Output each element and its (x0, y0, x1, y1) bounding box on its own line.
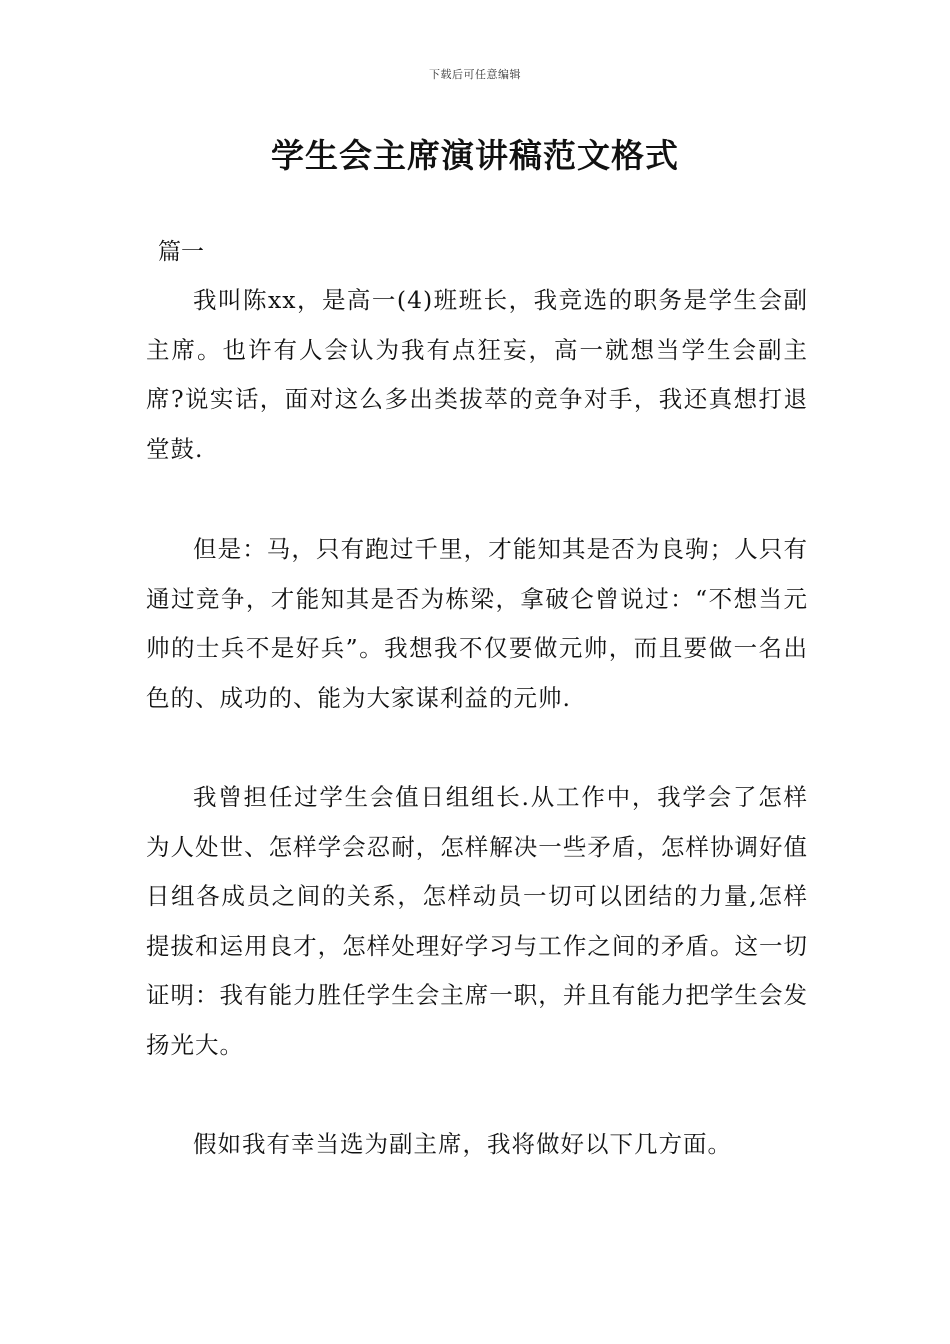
document-title: 学生会主席演讲稿范文格式 (271, 136, 679, 175)
body-paragraph: 但是：马，只有跑过千里，才能知其是否为良驹；人只有通过竞争，才能知其是否为栋梁，拿破仑曾说过：“不想当元帅的士兵不是好兵”。我想我不仅要做元帅，而且要做一名出色的、成功的、能为大家谋利益的元帅. (146, 535, 808, 712)
header-note: 下载后可任意编辑 (429, 68, 521, 81)
section-label: 篇一 (158, 239, 204, 265)
body-paragraph: 我叫陈xx，是高一(4)班班长，我竞选的职务是学生会副主席。也许有人会认为我有点狂妄，高一就想当学生会副主席?说实话，面对这么多出类拔萃的竞争对手，我还真想打退堂鼓. (146, 286, 808, 463)
body-paragraph: 假如我有幸当选为副主席，我将做好以下几方面。 (193, 1130, 732, 1158)
body-paragraph: 我曾担任过学生会值日组组长.从工作中，我学会了怎样为人处世、怎样学会忍耐，怎样解决一些矛盾，怎样协调好值日组各成员之间的关系，怎样动员一切可以团结的力量,怎样提拔和运用良才，怎样处理好学习与工作之间的矛盾。这一切证明：我有能力胜任学生会主席一职，并且有能力把学生会发扬光大。 (146, 783, 808, 1059)
